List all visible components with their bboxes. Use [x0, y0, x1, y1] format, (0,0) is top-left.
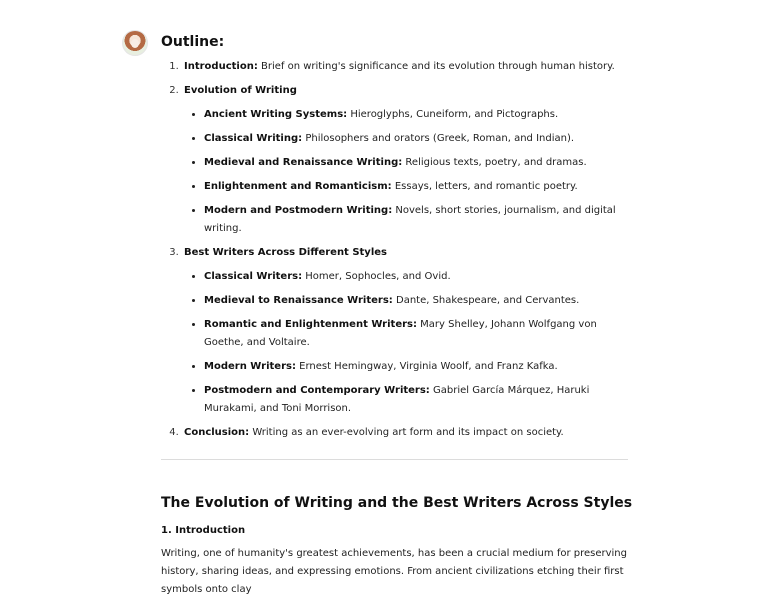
item-label: Enlightenment and Romanticism:: [204, 181, 392, 192]
item-label: Classical Writing:: [204, 133, 303, 144]
list-item: [204, 358, 631, 376]
outline-item-best-writers: [182, 244, 631, 418]
list-item: [204, 106, 631, 124]
item-text: Hieroglyphs, Cuneiform, and Pictographs.: [347, 109, 559, 120]
list-item: [204, 202, 631, 238]
item-label: Modern Writers:: [204, 361, 296, 372]
avatar-face: [131, 39, 139, 48]
item-label: Best Writers Across Different Styles: [184, 247, 387, 258]
item-text: Ernest Hemingway, Virginia Woolf, and Franz Kafka.: [295, 361, 558, 372]
item-text: Religious texts, poetry, and dramas.: [402, 157, 587, 168]
outline-title: Outline:: [161, 34, 225, 50]
item-label: Medieval and Renaissance Writing:: [204, 157, 403, 168]
item-label: Evolution of Writing: [184, 85, 297, 96]
item-text: Brief on writing's significance and its evolution through human history.: [257, 61, 615, 72]
item-text: Dante, Shakespeare, and Cervantes.: [392, 295, 580, 306]
list-item: [204, 316, 631, 352]
outline-list: [161, 58, 631, 442]
outline-content: [161, 58, 631, 448]
item-label: Classical Writers:: [204, 271, 303, 282]
item-text: Homer, Sophocles, and Ovid.: [302, 271, 451, 282]
item-label: Postmodern and Contemporary Writers:: [204, 385, 430, 396]
assistant-avatar: [122, 30, 148, 56]
item-text: Writing as an ever-evolving art form and its impact on society.: [249, 427, 564, 438]
item-text: Mary Shelley, Johann Wolfgang von Goethe, and Voltaire.: [204, 319, 597, 348]
item-label: Medieval to Renaissance Writers:: [204, 295, 393, 306]
outline-item-evolution: [182, 82, 631, 238]
list-item: [204, 154, 631, 172]
outline-item-introduction: [182, 58, 631, 76]
item-label: Introduction:: [184, 61, 258, 72]
item-label: Romantic and Enlightenment Writers:: [204, 319, 417, 330]
evolution-sublist: [184, 106, 631, 238]
list-item: [204, 382, 631, 418]
list-item: [204, 268, 631, 286]
item-label: Modern and Postmodern Writing:: [204, 205, 393, 216]
item-label: Conclusion:: [184, 427, 250, 438]
list-item: [204, 130, 631, 148]
section-divider: [161, 459, 628, 460]
outline-item-conclusion: [182, 424, 631, 442]
item-text: Gabriel García Márquez, Haruki Murakami, and Toni Morrison.: [204, 385, 590, 414]
item-text: Essays, letters, and romantic poetry.: [391, 181, 578, 192]
list-item: [204, 178, 631, 196]
essay-paragraph: Writing, one of humanity's greatest achievements, has been a crucial medium for preserving history, sharing ideas, and expressing emotions. From ancient civilizations etching their first symbols onto clay: [161, 548, 627, 595]
list-item: [204, 292, 631, 310]
item-label: Ancient Writing Systems:: [204, 109, 348, 120]
essay-heading: The Evolution of Writing and the Best Writers Across Styles: [161, 495, 633, 511]
writers-sublist: [184, 268, 631, 418]
essay-section-heading: 1. Introduction: [161, 525, 246, 536]
item-text: Novels, short stories, journalism, and digital writing.: [204, 205, 616, 234]
item-text: Philosophers and orators (Greek, Roman, and Indian).: [302, 133, 575, 144]
